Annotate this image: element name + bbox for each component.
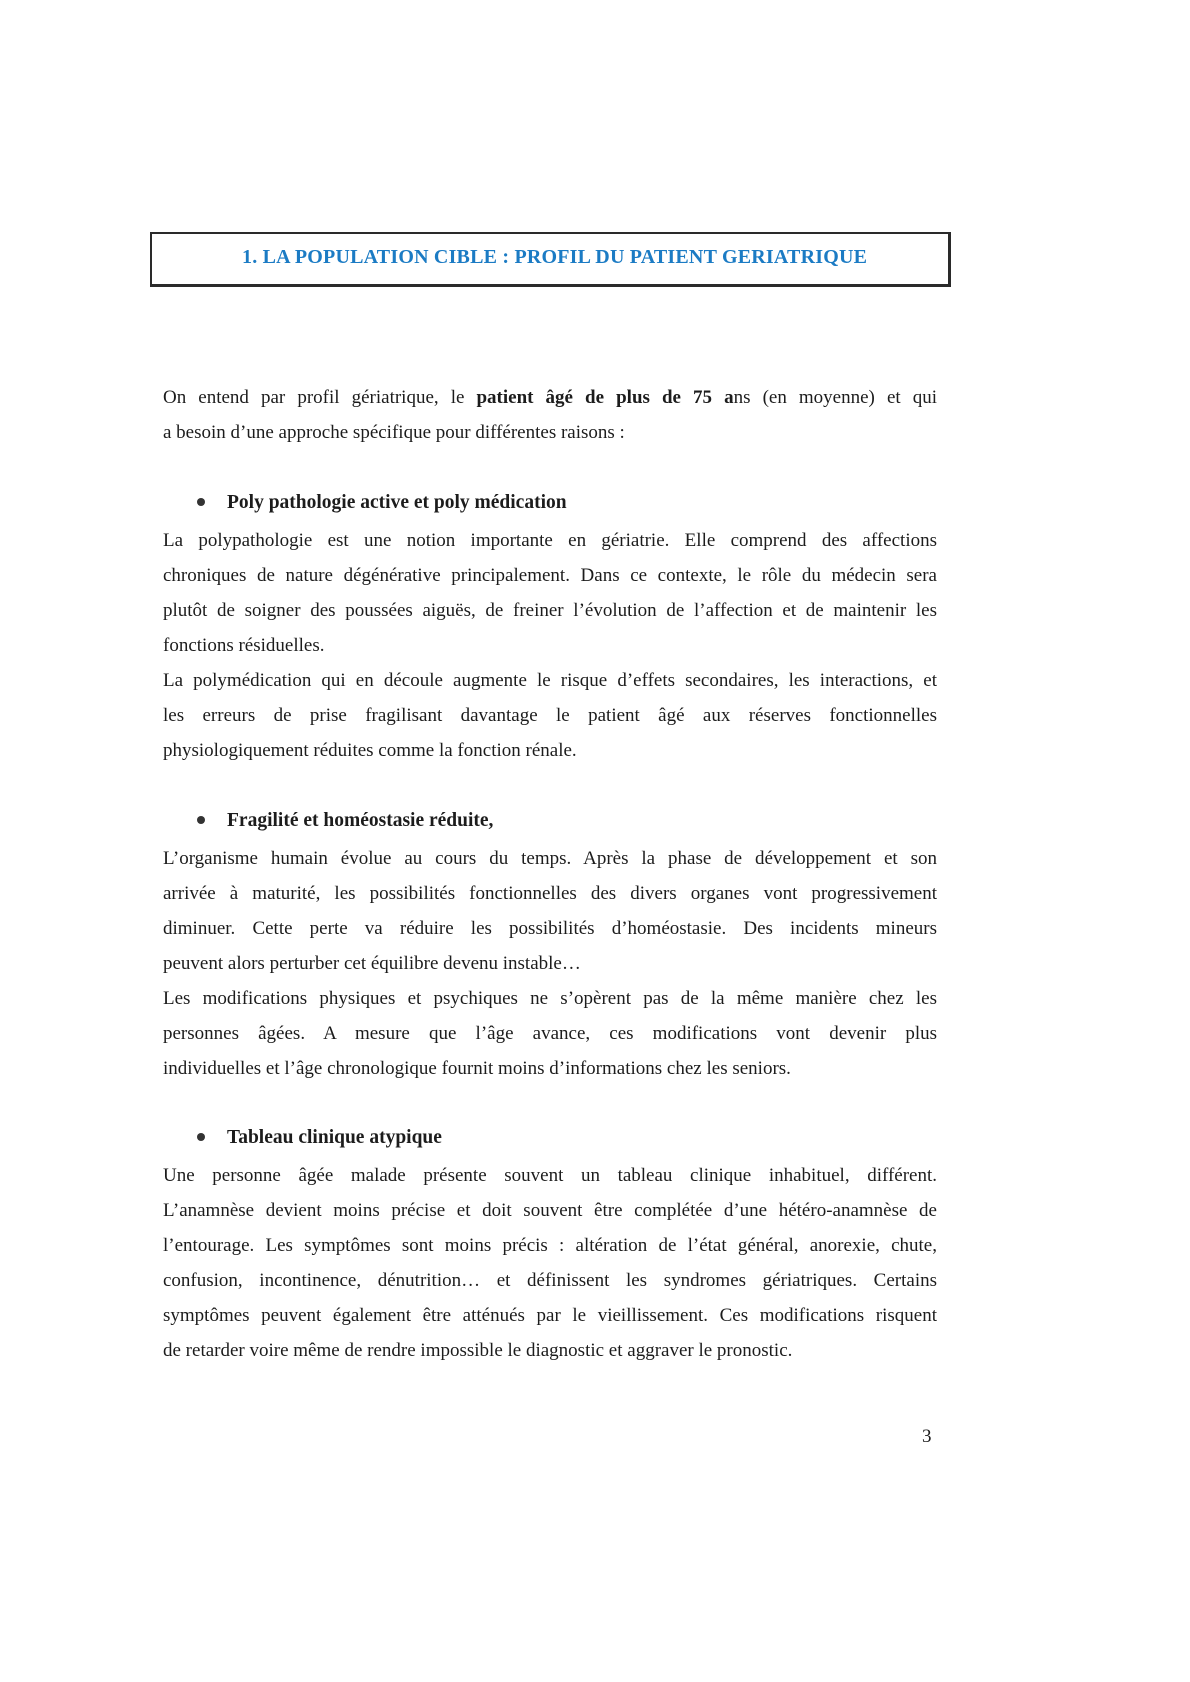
section-paragraph bbox=[163, 1158, 937, 1368]
heading-text: Fragilité et homéostasie réduite, bbox=[227, 810, 494, 831]
section-title: 1. LA POPULATION CIBLE : PROFIL DU PATIENT GERIATRIQUE bbox=[242, 246, 868, 268]
heading-text: Tableau clinique atypique bbox=[227, 1127, 442, 1148]
section-paragraph bbox=[163, 841, 937, 1086]
text-line: chroniques de nature dégénérative principalement. Dans ce contexte, le rôle du médecin sera bbox=[163, 565, 937, 586]
text-line: L’anamnèse devient moins précise et doit souvent être complétée d’une hétéro-anamnèse de bbox=[163, 1200, 937, 1221]
bullet-icon bbox=[197, 816, 205, 824]
text-line: Une personne âgée malade présente souvent un tableau clinique inhabituel, différent. bbox=[163, 1165, 937, 1186]
text-line: physiologiquement réduites comme la fonction rénale. bbox=[163, 740, 577, 761]
text-line: personnes âgées. A mesure que l’âge avance, ces modifications vont devenir plus bbox=[163, 1023, 937, 1044]
text-line: La polypathologie est une notion importante en gériatrie. Elle comprend des affections bbox=[163, 530, 937, 551]
section-title-box bbox=[150, 232, 951, 287]
text-line: de retarder voire même de rendre impossible le diagnostic et aggraver le pronostic. bbox=[163, 1340, 793, 1361]
intro-bold-text: patient âgé de plus de 75 a bbox=[476, 387, 734, 408]
bullet-icon bbox=[197, 498, 205, 506]
text-line: confusion, incontinence, dénutrition… et définissent les syndromes gériatriques. Certains bbox=[163, 1270, 937, 1291]
intro-line-2: a besoin d’une approche spécifique pour différentes raisons : bbox=[163, 422, 625, 443]
intro-text: On entend par profil gériatrique, le bbox=[163, 387, 477, 408]
text-line: fonctions résiduelles. bbox=[163, 635, 325, 656]
text-line: symptômes peuvent également être atténués par le vieillissement. Ces modifications risquent bbox=[163, 1305, 937, 1326]
text-line: plutôt de soigner des poussées aiguës, de freiner l’évolution de l’affection et de maintenir les bbox=[163, 600, 937, 621]
text-line: les erreurs de prise fragilisant davantage le patient âgé aux réserves fonctionnelles bbox=[163, 705, 937, 726]
page-number: 3 bbox=[922, 1426, 932, 1447]
text-line: La polymédication qui en découle augmente le risque d’effets secondaires, les interactions, et bbox=[163, 670, 937, 691]
bullet-heading bbox=[197, 1126, 442, 1150]
text-line: diminuer. Cette perte va réduire les possibilités d’homéostasie. Des incidents mineurs bbox=[163, 918, 937, 939]
intro-text: ns (en moyenne) et qui bbox=[733, 387, 937, 408]
text-line: Les modifications physiques et psychiques ne s’opèrent pas de la même manière chez les bbox=[163, 988, 937, 1009]
bullet-icon bbox=[197, 1133, 205, 1141]
text-line: peuvent alors perturber cet équilibre devenu instable… bbox=[163, 953, 581, 974]
text-line: l’entourage. Les symptômes sont moins précis : altération de l’état général, anorexie, chute, bbox=[163, 1235, 937, 1256]
bullet-heading bbox=[197, 809, 493, 833]
intro-line-1 bbox=[163, 380, 937, 415]
bullet-heading bbox=[197, 491, 567, 515]
section-paragraph bbox=[163, 523, 937, 768]
text-line: individuelles et l’âge chronologique fournit moins d’informations chez les seniors. bbox=[163, 1058, 791, 1079]
heading-text: Poly pathologie active et poly médication bbox=[227, 492, 567, 513]
text-line: L’organisme humain évolue au cours du temps. Après la phase de développement et son bbox=[163, 848, 937, 869]
intro-paragraph bbox=[163, 380, 937, 450]
text-line: arrivée à maturité, les possibilités fonctionnelles des divers organes vont progressivement bbox=[163, 883, 937, 904]
